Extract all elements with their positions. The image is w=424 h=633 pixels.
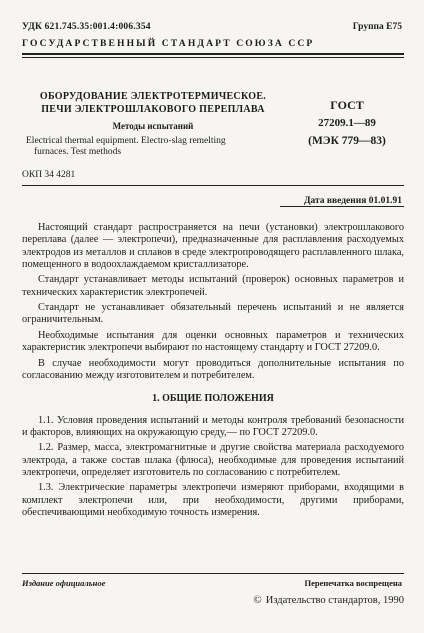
- intro-paragraph: В случае необходимости могут проводиться дополнительные испытания по согласованию между изготовителем и потребителем.: [22, 357, 404, 382]
- copyright-symbol: ©: [253, 594, 262, 606]
- gost-number: 27209.1—89: [318, 117, 376, 129]
- copyright-text: Издательство стандартов, 1990: [265, 595, 404, 606]
- intro-paragraph: Стандарт не устанавливает обязательный перечень испытаний и не является ограничительным.: [22, 302, 404, 326]
- title-line-1: ОБОРУДОВАНИЕ ЭЛЕКТРОТЕРМИЧЕСКОЕ.: [39, 91, 267, 102]
- english-title-line-1: Electrical thermal equipment. Electro-slag remelting: [26, 136, 226, 146]
- clause-paragraph: 1.2. Размер, масса, электромагнитные и другие свойства материала расходуемого электрода, а также состав шлака (флюса), необходимые для проведения испытаний электропечи, определяет изготовитель по согласованию с потребителем.: [22, 442, 404, 478]
- effective-date-rule: [280, 206, 404, 207]
- gost-label: ГОСТ: [330, 98, 364, 112]
- iec-reference: (МЭК 779—83): [308, 135, 386, 147]
- title-block: [22, 90, 284, 158]
- reprint-prohibited-note: Перепечатка воспрещена: [304, 578, 402, 588]
- english-title-line-2: furnaces. Test methods: [34, 147, 122, 157]
- clause-paragraph: 1.3. Электрические параметры электропечи измеряют приборами, входящими в комплект электропечи или, при необходимости, другими приборами, обеспечивающими необходимую точность измерения.: [22, 482, 404, 519]
- okp-code: ОКП 34 4281: [22, 170, 76, 180]
- group-code: Группа Е75: [352, 22, 402, 32]
- effective-date: Дата введения 01.01.91: [303, 196, 402, 206]
- english-title: [22, 136, 284, 158]
- title-line-2: ПЕЧИ ЭЛЕКТРОШЛАКОВОГО ПЕРЕПЛАВА: [41, 104, 265, 115]
- official-edition-note: Издание официальное: [22, 578, 106, 588]
- copyright-line: [22, 594, 404, 606]
- state-standard-banner: ГОСУДАРСТВЕННЫЙ СТАНДАРТ СОЮЗА ССР: [22, 38, 315, 49]
- intro-paragraph: Необходимые испытания для оценки основных параметров и технических характеристик электропечи выбирают по настоящему стандарту и ГОСТ 27209.0.: [22, 329, 404, 354]
- title-subtitle: Методы испытаний: [112, 121, 194, 131]
- intro-paragraph: Стандарт устанавливает методы испытаний (проверок) основных параметров и технических характеристик электропечей.: [22, 274, 404, 298]
- clause-paragraph: 1.1. Условия проведения испытаний и методы контроля требований безопасности и факторов, влияющих на окружающую среду,— по ГОСТ 27209.0.: [22, 414, 404, 438]
- header-divider: [22, 185, 404, 186]
- banner-rule-thin: [22, 57, 404, 58]
- section-heading: 1. ОБЩИЕ ПОЛОЖЕНИЯ: [152, 393, 274, 405]
- gost-designation: [290, 96, 404, 150]
- footer-divider: [22, 573, 404, 574]
- document-body: [22, 222, 404, 523]
- intro-paragraph: Настоящий стандарт распространяется на печи (установки) электрошлакового переплава (далее — электропечи), предназначенные для расплавления расходуемых электродов из металлов и сплавов в среде электропроводящего расплавленного шлака, помещенного в водоохлаждаемом кристаллизаторе.: [22, 222, 404, 270]
- banner-rule: [22, 53, 404, 55]
- udk-code: УДК 621.745.35:001.4:006.354: [22, 22, 151, 32]
